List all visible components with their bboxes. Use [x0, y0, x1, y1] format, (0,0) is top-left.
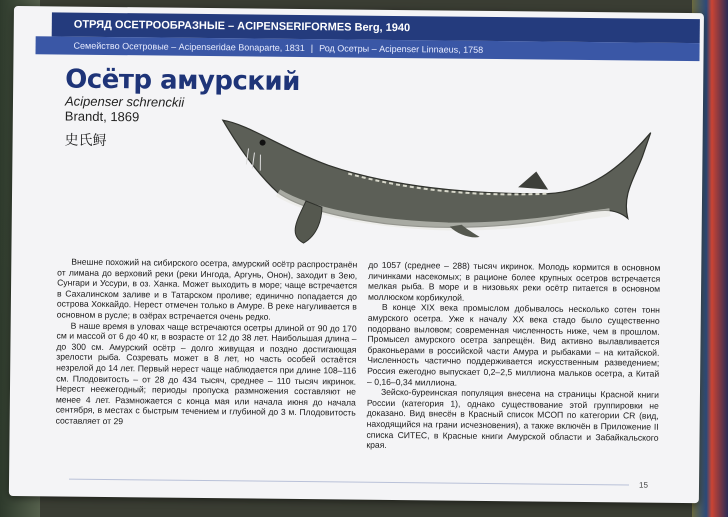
text-column-right	[366, 260, 660, 454]
paragraph: В конце XIX века промыслом добывалось несколько сотен тонн амурского осетра. Уже к началу XX века стадо было существенно подорвано выловом; современная численность ниже, чем в прошлом. Промысел амурского осетра запрещён. Вид активно вылавливается браконьерами в российской части Амура и рыбаками – на китайской. Численность частично поддерживается искусственным разведением; Россия ежегодно выпускает 0,2–2,5 миллиона мальков осетра, а Китай – 0,16–0,34 миллиона.	[367, 302, 660, 388]
footer-rule	[69, 479, 629, 486]
paragraph: Внешне похожий на сибирского осетра, амурский осётр распространён от лимана до верховий реки (реки Ингода, Аргунь, Онон), заходит в Зею, Сунгари и Уссури, в оз. Ханка. Может выходить в море; чаще встречается в Сахалинском заливе и в Татарском проливе; единично попадается до острова Хоккайдо. Нерест отмечен только в Амуре. В реке нагуливается в основном в русле; в озёрах встречается очень редко.	[56, 256, 358, 322]
page-number: 15	[638, 480, 648, 490]
separator: |	[310, 43, 314, 54]
book-page	[9, 6, 704, 503]
latin-name: Acipenser schrenckii	[64, 93, 185, 110]
family-label: Семейство Осетровые – Acipenseridae Bonaparte, 1831	[73, 40, 305, 54]
sturgeon-illustration	[217, 106, 658, 253]
text-column-left	[56, 256, 358, 429]
order-label: ОТРЯД ОСЕТРООБРАЗНЫЕ – ACIPENSERIFORMES Berg, 1940	[73, 18, 411, 35]
species-title: Осётр амурский	[65, 64, 301, 97]
author-year: Brandt, 1869	[64, 108, 140, 125]
genus-label: Род Осетры – Acipenser Linnaeus, 1758	[319, 43, 484, 55]
paragraph: до 1057 (среднее – 288) тысяч икринок. Молодь кормится в основном личинками насекомых; в рационе более крупных осетров встречается мелкая рыба. В море и в низовьях реки осётр питается в основном моллюском корбикулой.	[367, 259, 661, 303]
paragraph: Зейско-буреинская популяция внесена на страницы Красной книги России (категория 1), однако существование этой группировки не доказано. Вид внесён в Красный список МСОП по категории CR (вид, находящийся на грани исчезновения), а также включён в Приложение II списка СИТЕС, в Красные книги Амурской области и Забайкальского края.	[366, 386, 660, 451]
chinese-name: 史氏鲟	[64, 132, 107, 149]
paragraph: В наше время в уловах чаще встречаются осетры длиной от 90 до 170 см и массой от 6 до 40 кг, в возрасте от 12 до 38 лет. Наибольшая длина – до 300 см. Амурский осётр – долго живущая и поздно достигающая зрелости рыба. Созревать может в 8 лет, но часть особей остаётся незрелой до 14 лет. Первый нерест чаще наблюдается при длине 108–116 см. Плодовитость – от 28 до 434 тысяч, среднее – 110 тысяч икринок. Нерест неежегодный; периоды пропуска размножения составляют не менее 4 лет. Размножается с конца мая или начала июня до начала сентября, в местах с быстрым течением и глубиной до 3 м. Плодовитость составляет от 29	[55, 320, 357, 427]
